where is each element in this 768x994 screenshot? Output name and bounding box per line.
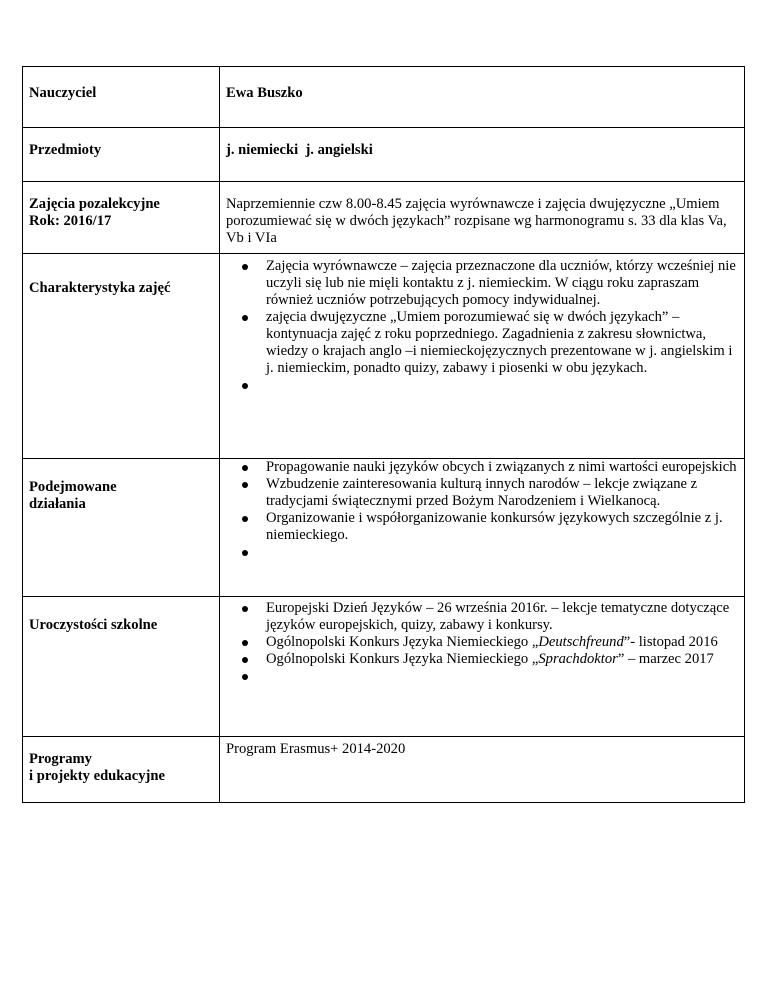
table-row-programs — [23, 737, 745, 803]
ceremonies-value-cell — [220, 597, 745, 737]
table-row-teacher — [23, 67, 745, 128]
school-year-label: Rok: 2016/17 — [29, 213, 112, 229]
teacher-name: Ewa Buszko — [226, 85, 303, 101]
contest-title: Sprachdoktor — [538, 651, 618, 667]
list-item — [266, 634, 740, 651]
activities-list — [226, 459, 740, 561]
characteristics-list — [226, 254, 740, 394]
extracurricular-label: Zajęcia pozalekcyjne — [29, 196, 160, 212]
contest-name-prefix: Ogólnopolski Konkurs Języka Niemieckiego „ — [266, 651, 539, 667]
programs-value-cell — [220, 737, 745, 803]
table-row-subjects — [23, 128, 745, 182]
list-item: Zajęcia wyrównawcze – zajęcia przeznaczone dla uczniów, którzy wcześniej nie uczyli się lub nie mięli kontaktu z j. niemieckim. W ciągu roku zapraszam również uczniów potrzebujących pomocy indywidualnej. — [266, 258, 740, 309]
list-item: Wzbudzenie zainteresowania kulturą innych narodów – lekcje związane z tradycjami świątecznymi przed Bożym Narodzeniem i Wielkanocą. — [266, 476, 740, 510]
extracurricular-value: Naprzemiennie czw 8.00-8.45 zajęcia wyrównawcze i zajęcia dwujęzyczne „Umiem porozumiewać się w dwóch językach” rozpisane wg harmonogramu s. 33 dla klas Va, Vb i VIa — [226, 196, 727, 246]
contest-name-prefix: Ogólnopolski Konkurs Języka Niemieckiego „ — [266, 634, 539, 650]
table-row-activities — [23, 459, 745, 597]
programs-label-line2: i projekty edukacyjne — [29, 768, 165, 784]
extracurricular-label-cell — [23, 182, 220, 254]
list-item: Organizowanie i współorganizowanie konkursów językowych szczególnie z j. niemieckiego. — [266, 510, 740, 544]
teacher-label-cell — [23, 67, 220, 128]
ceremonies-label-cell — [23, 597, 220, 737]
list-item — [266, 651, 740, 668]
table-row-characteristics — [23, 254, 745, 459]
table-row-ceremonies — [23, 597, 745, 737]
activities-label-line2: działania — [29, 496, 86, 512]
list-item-empty — [266, 668, 740, 685]
activities-value-cell — [220, 459, 745, 597]
table-row-extracurricular — [23, 182, 745, 254]
teacher-value-cell — [220, 67, 745, 128]
contest-date: ” – marzec 2017 — [617, 651, 714, 667]
list-item: Propagowanie nauki języków obcych i związanych z nimi wartości europejskich — [266, 459, 740, 476]
subjects-value-cell — [220, 128, 745, 182]
activities-label-cell — [23, 459, 220, 597]
programs-label: Programy — [29, 751, 92, 767]
characteristics-label-cell — [23, 254, 220, 459]
subjects-label: Przedmioty — [29, 142, 102, 158]
characteristics-value-cell — [220, 254, 745, 459]
teacher-label: Nauczyciel — [29, 85, 97, 101]
list-item: Europejski Dzień Języków – 26 września 2016r. – lekcje tematyczne dotyczące języków europejskich, quizy, zabawy i konkursy. — [266, 600, 740, 634]
programs-label-cell — [23, 737, 220, 803]
list-item: zajęcia dwujęzyczne „Umiem porozumiewać się w dwóch językach” – kontynuacja zajęć z roku poprzedniego. Zagadnienia z zakresu słownictwa, wiedzy o krajach anglo –i niemieckojęzycznych prezentowane w j. angielskim i j. niemieckim, ponadto quizy, zabawy i piosenki w obu językach. — [266, 309, 740, 377]
activities-label: Podejmowane — [29, 479, 117, 495]
teacher-info-table — [22, 66, 745, 803]
ceremonies-label: Uroczystości szkolne — [29, 617, 158, 633]
list-item-empty — [266, 377, 740, 394]
programs-value: Program Erasmus+ 2014-2020 — [226, 741, 406, 757]
list-item-empty — [266, 544, 740, 561]
subjects-label-cell — [23, 128, 220, 182]
extracurricular-value-cell — [220, 182, 745, 254]
characteristics-label: Charakterystyka zajęć — [29, 280, 171, 296]
contest-title: Deutschfreund — [538, 634, 624, 650]
ceremonies-list — [226, 597, 740, 685]
contest-date: ”- listopad 2016 — [623, 634, 718, 650]
subjects-value: j. niemiecki j. angielski — [226, 142, 373, 158]
